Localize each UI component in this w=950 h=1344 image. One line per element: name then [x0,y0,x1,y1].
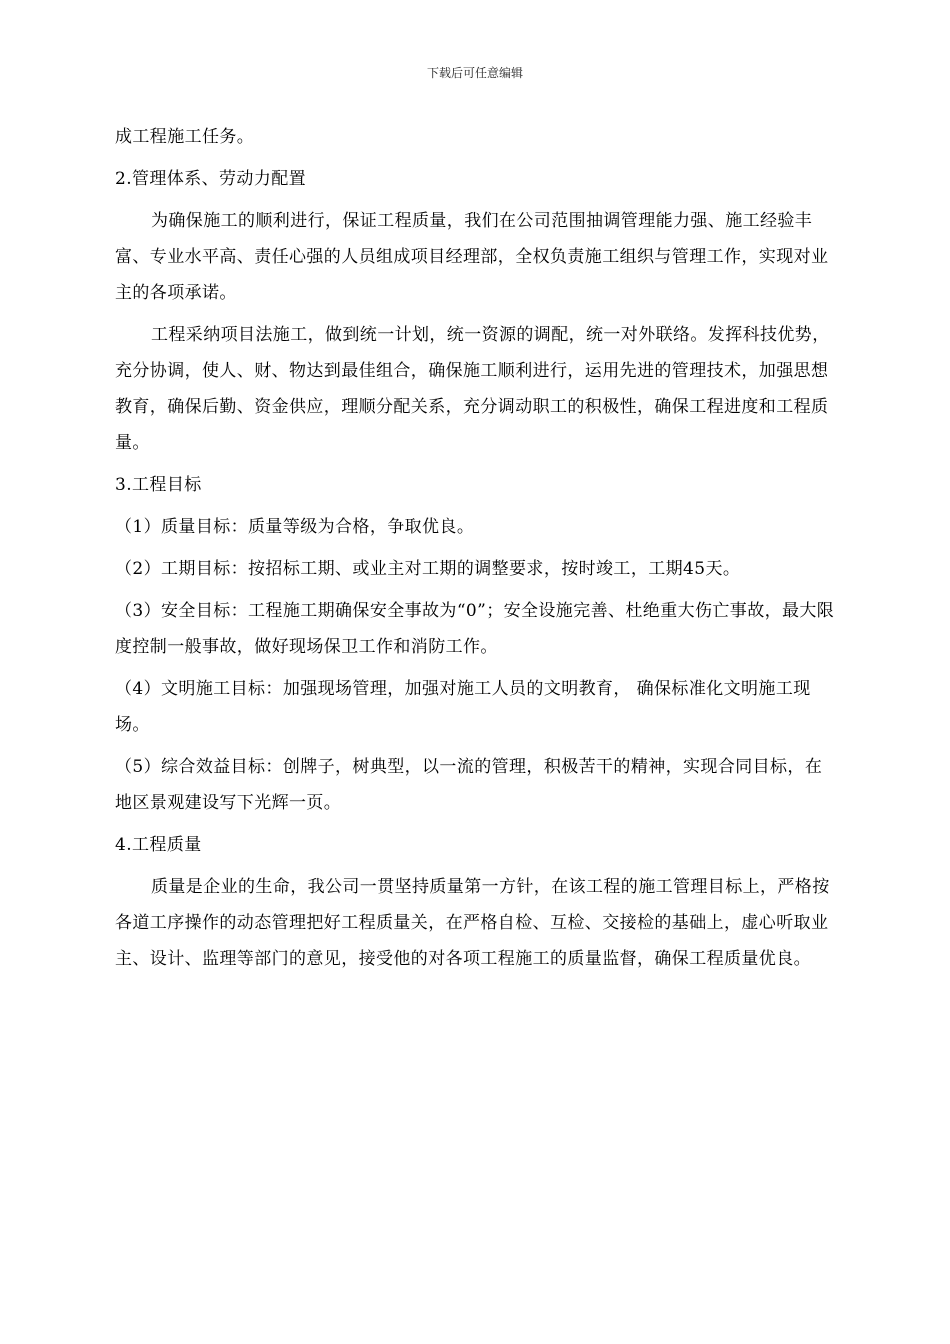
paragraph-quality: 质量是企业的生命，我公司一贯坚持质量第一方针，在该工程的施工管理目标上，严格按各道工序操作的动态管理把好工程质量关，在严格自检、互检、交接检的基础上，虚心听取业主、设计、监理等部门的意见，接受他的对各项工程施工的质量监督，确保工程质量优良。 [115,877,830,969]
paragraph-continuation: 成工程施工任务。 [115,127,255,147]
goal-schedule: （2）工期目标：按招标工期、或业主对工期的调整要求，按时竣工，工期45天。 [115,559,741,579]
document-body [115,119,837,977]
section-heading-management: 2.管理体系、劳动力配置 [115,169,307,189]
goal-civilized-construction: （4）文明施工目标：加强现场管理，加强对施工人员的文明教育， 确保标准化文明施工现场。 [115,679,811,735]
paragraph-management-1: 为确保施工的顺利进行，保证工程质量，我们在公司范围抽调管理能力强、施工经验丰富、专业水平高、责任心强的人员组成项目经理部，全权负责施工组织与管理工作，实现对业主的各项承诺。 [115,211,829,303]
goal-safety: （3）安全目标：工程施工期确保安全事故为“0”；安全设施完善、杜绝重大伤亡事故，最大限度控制一般事故，做好现场保卫工作和消防工作。 [115,601,835,657]
paragraph-management-2: 工程采纳项目法施工，做到统一计划，统一资源的调配，统一对外联络。发挥科技优势，充分协调，使人、财、物达到最佳组合，确保施工顺利进行，运用先进的管理技术，加强思想教育，确保后勤、资金供应，理顺分配关系，充分调动职工的积极性，确保工程进度和工程质量。 [115,325,830,453]
section-heading-quality: 4.工程质量 [115,835,202,855]
section-heading-goals: 3.工程目标 [115,475,202,495]
goal-quality: （1）质量目标：质量等级为合格，争取优良。 [115,517,475,537]
goal-overall-benefit: （5）综合效益目标：创牌子，树典型，以一流的管理，积极苦干的精神，实现合同目标，在地区景观建设写下光辉一页。 [115,757,823,813]
page-header: 下载后可任意编辑 [426,66,523,80]
